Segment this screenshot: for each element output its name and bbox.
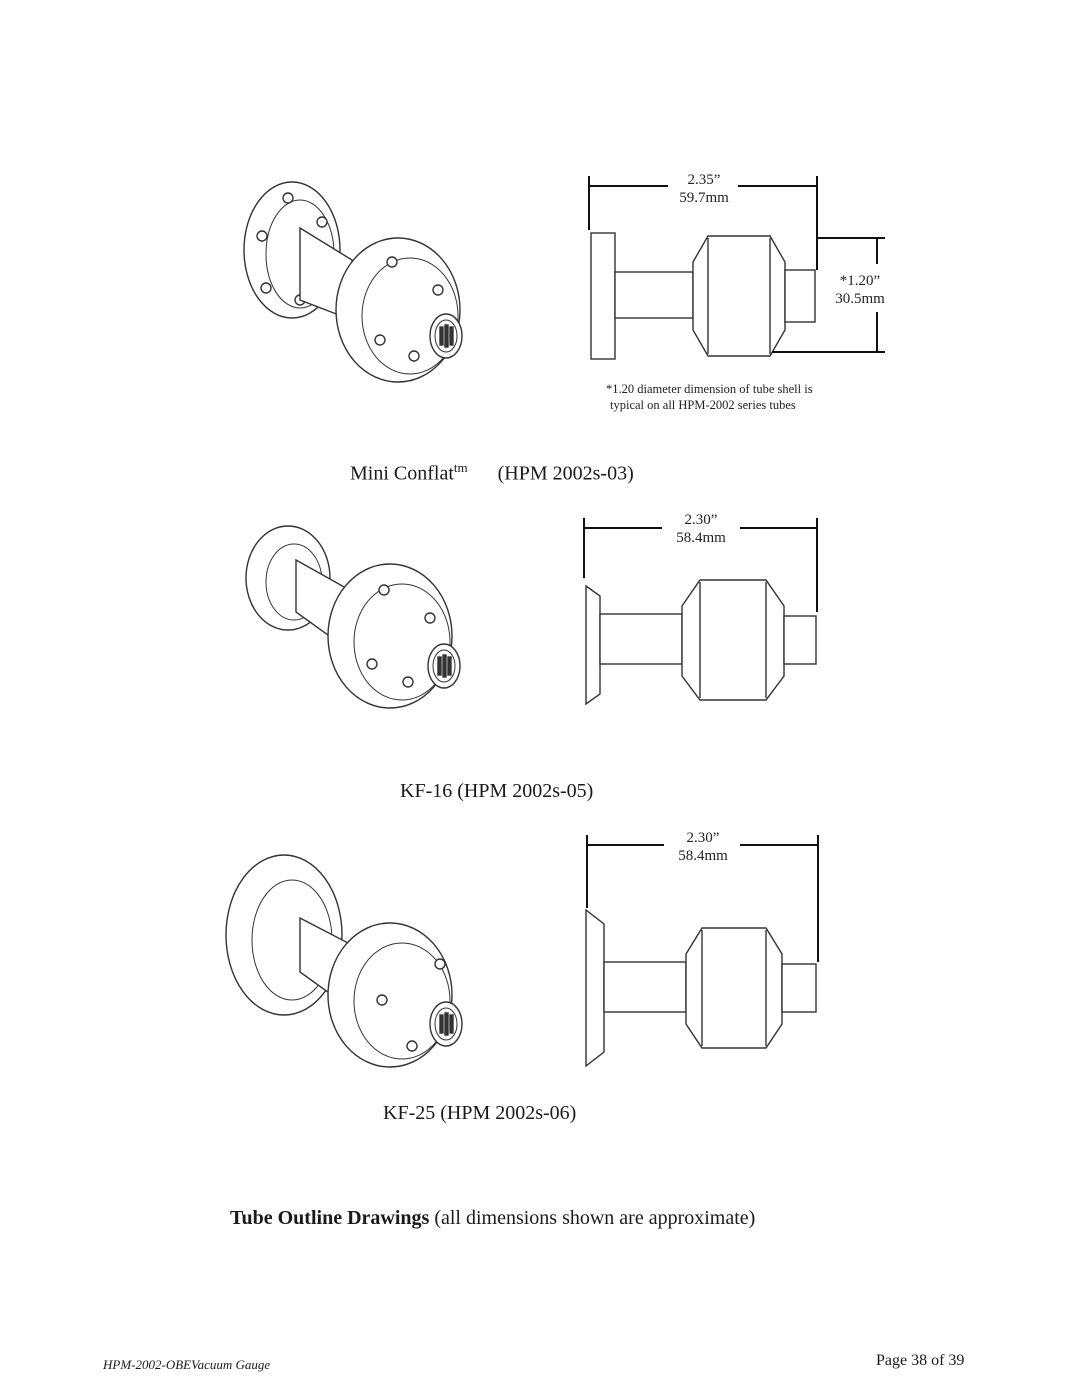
summary-subtitle: (all dimensions shown are approximate) (434, 1207, 756, 1229)
kf16-isometric-drawing (246, 526, 460, 708)
diameter-inches: *1.20” (839, 273, 881, 289)
kf25-caption: KF-25 (HPM 2002s-06) (383, 1102, 577, 1124)
kf25-length-inches: 2.30” (686, 830, 720, 846)
mini-conflat-isometric-drawing (244, 182, 462, 382)
footer-document-name: HPM-2002-OBEVacuum Gauge (103, 1357, 271, 1372)
footer-page-number: Page 38 of 39 (876, 1352, 965, 1369)
diameter-note-line1: *1.20 diameter dimension of tube shell is (606, 382, 813, 396)
mini-conflat-model: (HPM 2002s-03) (497, 462, 634, 485)
diameter-note-line2: typical on all HPM-2002 series tubes (610, 398, 796, 412)
kf16-caption: KF-16 (HPM 2002s-05) (400, 780, 594, 802)
kf25-isometric-drawing (226, 855, 462, 1067)
summary-title: Tube Outline Drawings (230, 1207, 430, 1229)
trademark-sup: tm (453, 460, 468, 475)
mini-conflat-length-mm: 59.7mm (679, 190, 729, 206)
kf25-side-view (586, 910, 816, 1066)
summary-caption (230, 1207, 755, 1230)
kf16-side-view (586, 580, 816, 704)
mini-conflat-side-view (591, 233, 815, 359)
mini-conflat-name: Mini Conflat (350, 462, 454, 485)
mini-conflat-length-inches: 2.35” (687, 172, 721, 188)
diameter-mm: 30.5mm (835, 291, 885, 307)
kf16-length-inches: 2.30” (684, 512, 718, 528)
kf16-length-mm: 58.4mm (676, 530, 726, 546)
kf25-length-mm: 58.4mm (678, 848, 728, 864)
mini-conflat-caption (350, 460, 634, 486)
